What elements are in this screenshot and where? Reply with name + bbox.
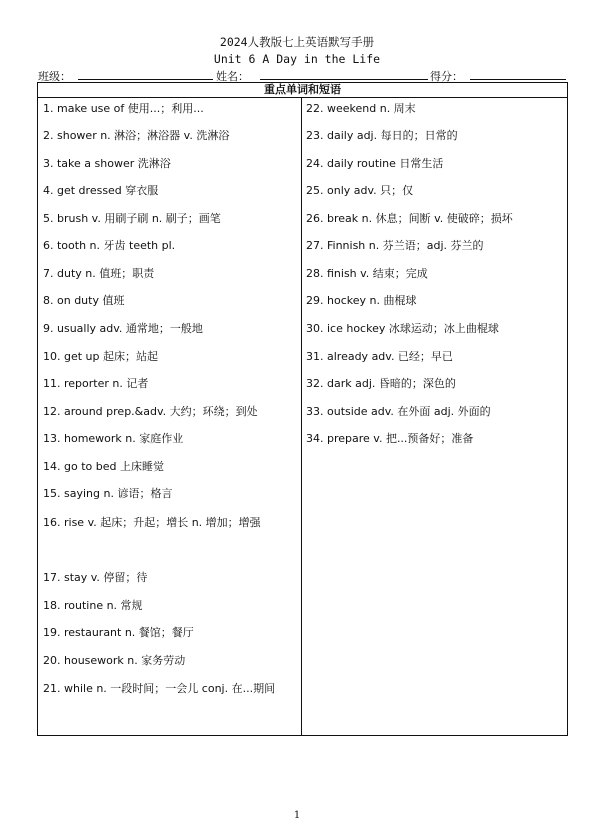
vocab-item: 29. hockey n. 曲棍球: [306, 294, 417, 307]
vocab-item: 32. dark adj. 昏暗的；深色的: [306, 377, 456, 390]
vocab-item: 18. routine n. 常规: [43, 599, 143, 612]
vocab-item: 19. restaurant n. 餐馆；餐厅: [43, 626, 194, 639]
vocab-item: 1. make use of 使用...；利用...: [43, 102, 204, 115]
vocab-item: 3. take a shower 洗淋浴: [43, 157, 171, 170]
vocab-item: 23. daily adj. 每日的；日常的: [306, 129, 458, 142]
vocab-item: 25. only adv. 只；仅: [306, 184, 414, 197]
vocab-item: 26. break n. 休息；间断 v. 使破碎；损坏: [306, 212, 513, 225]
vocab-item: 6. tooth n. 牙齿 teeth pl.: [43, 239, 176, 252]
vocab-item: 7. duty n. 值班；职责: [43, 267, 155, 280]
vocab-item: 2. shower n. 淋浴；淋浴器 v. 洗淋浴: [43, 129, 230, 142]
vocab-item: 31. already adv. 已经；早已: [306, 350, 453, 363]
name-blank[interactable]: [260, 79, 428, 80]
document-title: 2024人教版七上英语默写手册: [219, 35, 375, 49]
vocab-item: 12. around prep.&adv. 大约；环绕；到处: [43, 405, 258, 418]
vocab-item: 27. Finnish n. 芬兰语；adj. 芬兰的: [306, 239, 484, 252]
class-blank[interactable]: [78, 79, 213, 80]
vocab-item: 4. get dressed 穿衣服: [43, 184, 159, 197]
vocab-item: 5. brush v. 用刷子刷 n. 刷子；画笔: [43, 212, 221, 225]
unit-title: Unit 6 A Day in the Life: [213, 52, 381, 66]
vocab-item: 10. get up 起床；站起: [43, 350, 159, 363]
vocab-item: 9. usually adv. 通常地；一般地: [43, 322, 203, 335]
vocab-table: [37, 82, 568, 736]
vocab-item: 8. on duty 值班: [43, 294, 125, 307]
name-label: 姓名：: [216, 70, 249, 83]
vocab-item: 16. rise v. 起床；升起；增长 n. 增加；增强: [43, 516, 261, 529]
vocab-item: 24. daily routine 日常生活: [306, 157, 444, 170]
vocab-item: 15. saying n. 谚语；格言: [43, 487, 173, 500]
score-blank[interactable]: [470, 79, 566, 80]
vocab-item: 20. housework n. 家务劳动: [43, 654, 186, 667]
column-divider: [301, 98, 302, 735]
student-info-row: [38, 68, 568, 82]
vocab-item: 34. prepare v. 把...预备好；准备: [306, 432, 474, 445]
table-heading: 重点单词和短语: [38, 83, 567, 98]
vocab-item: 33. outside adv. 在外面 adj. 外面的: [306, 405, 491, 418]
vocab-item: 30. ice hockey 冰球运动；冰上曲棍球: [306, 322, 499, 335]
vocab-item: 21. while n. 一段时间；一会儿 conj. 在...期间: [43, 682, 276, 695]
page-number: 1: [293, 810, 301, 821]
vocab-item: 11. reporter n. 记者: [43, 377, 149, 390]
score-label: 得分：: [430, 70, 463, 83]
vocab-item: 28. finish v. 结束；完成: [306, 267, 428, 280]
vocab-item: 14. go to bed 上床睡觉: [43, 460, 164, 473]
vocab-item: 17. stay v. 停留；待: [43, 571, 148, 584]
vocab-item: 22. weekend n. 周末: [306, 102, 416, 115]
vocab-item: 13. homework n. 家庭作业: [43, 432, 184, 445]
class-label: 班级：: [38, 70, 71, 83]
